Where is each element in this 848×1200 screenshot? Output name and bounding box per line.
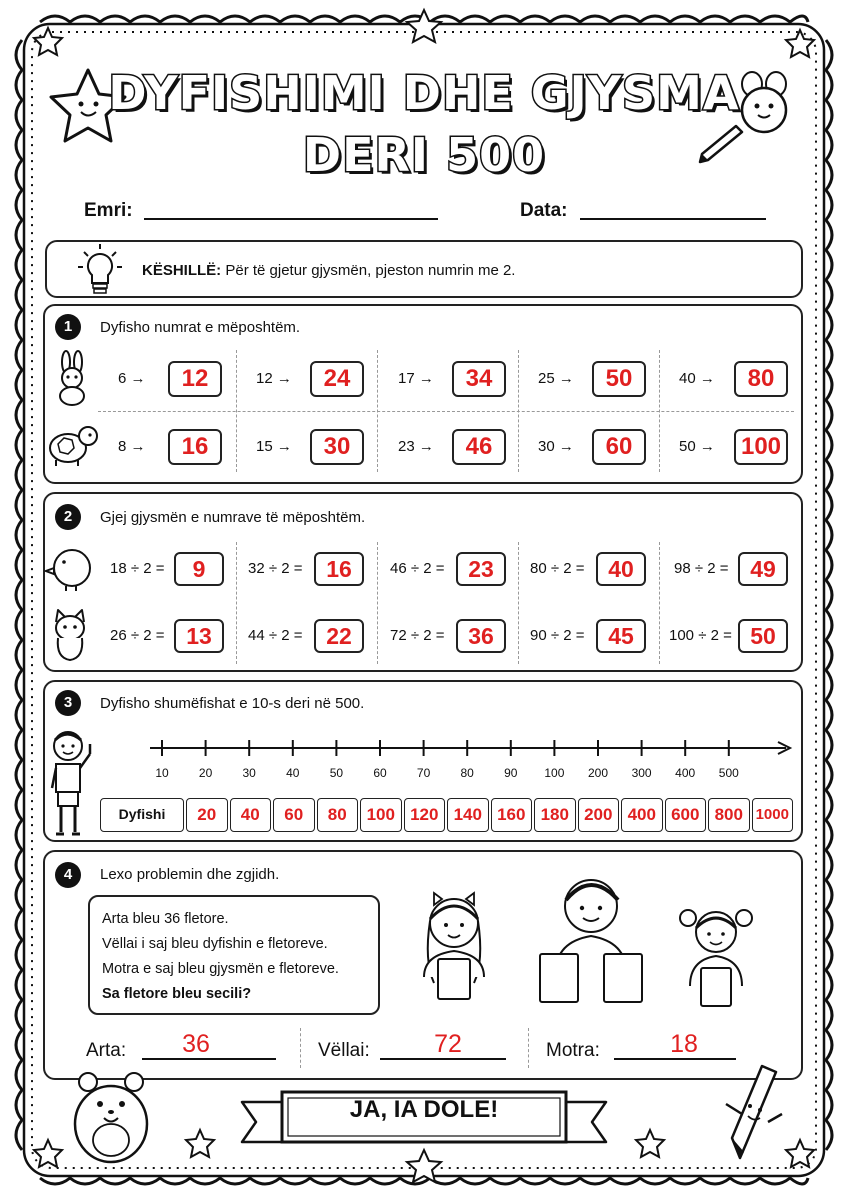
double-answer-cell[interactable]: 800: [708, 798, 750, 832]
answer-value-motra[interactable]: 18: [670, 1030, 698, 1058]
double-answer-cell[interactable]: 160: [491, 798, 533, 832]
banner-text: JA, IA DOLE!: [349, 1096, 499, 1123]
answer-label-motra: Motra:: [546, 1040, 600, 1061]
story-line: Vëllai i saj bleu dyfishin e fletoreve.: [102, 936, 328, 952]
answer-value-vellai[interactable]: 72: [434, 1030, 462, 1058]
name-field[interactable]: [144, 218, 438, 220]
column-divider: [518, 350, 519, 472]
double-answer-cell[interactable]: 200: [578, 798, 620, 832]
happy-pencil-icon: [706, 1058, 792, 1168]
double-question: 6 →: [118, 370, 146, 387]
double-question: 25 →: [538, 370, 574, 387]
boy-waving-icon: [46, 726, 100, 838]
row-divider: [98, 411, 794, 412]
double-answer[interactable]: 60: [592, 429, 646, 465]
double-question: 15 →: [256, 438, 292, 455]
half-question: 98 ÷ 2 =: [674, 560, 729, 577]
star-icon: [407, 10, 441, 42]
tick-label: 10: [155, 766, 169, 780]
half-answer[interactable]: 40: [596, 552, 646, 586]
double-answer[interactable]: 100: [734, 429, 788, 465]
lightbulb-icon: [72, 240, 128, 298]
half-question: 90 ÷ 2 =: [530, 627, 585, 644]
turtle-icon: [46, 418, 100, 470]
section-2-number: 2: [55, 504, 81, 530]
column-divider: [300, 1028, 301, 1068]
double-answer[interactable]: 34: [452, 361, 506, 397]
star-icon: [186, 1130, 214, 1157]
star-icon: [407, 1150, 441, 1182]
name-label: Emri:: [84, 200, 133, 221]
double-answer-cell[interactable]: 60: [273, 798, 315, 832]
half-question: 44 ÷ 2 =: [248, 627, 303, 644]
section-3-instruction: Dyfisho shumëfishat e 10-s deri në 500.: [100, 695, 365, 712]
tick-label: 100: [544, 766, 565, 780]
tick-label: 80: [460, 766, 474, 780]
double-answer[interactable]: 12: [168, 361, 222, 397]
double-answer-cell[interactable]: 40: [230, 798, 272, 832]
double-answer[interactable]: 30: [310, 429, 364, 465]
tick-label: 40: [286, 766, 300, 780]
section-4-instruction: Lexo problemin dhe zgjidh.: [100, 866, 280, 883]
section-3-number: 3: [55, 690, 81, 716]
half-answer[interactable]: 36: [456, 619, 506, 653]
half-answer[interactable]: 22: [314, 619, 364, 653]
boy-with-notebooks-icon: [536, 872, 646, 1008]
column-divider: [236, 350, 237, 472]
half-question: 80 ÷ 2 =: [530, 560, 585, 577]
column-divider: [659, 350, 660, 472]
half-answer[interactable]: 45: [596, 619, 646, 653]
tick-label: 20: [198, 766, 213, 780]
tick-label: 30: [242, 766, 256, 780]
tick-label: 60: [373, 766, 387, 780]
half-question: 100 ÷ 2 =: [669, 627, 732, 644]
half-answer[interactable]: 13: [174, 619, 224, 653]
double-answer[interactable]: 80: [734, 361, 788, 397]
star-icon: [34, 1140, 62, 1167]
column-divider: [236, 542, 237, 664]
story-line: Motra e saj bleu gjysmën e fletoreve.: [102, 961, 339, 977]
tick-label: 300: [631, 766, 652, 780]
tick-label: 70: [416, 766, 431, 780]
double-answer-cell[interactable]: 100: [360, 798, 402, 832]
girl-with-notebook-icon: [410, 885, 498, 1005]
star-icon: [636, 1130, 664, 1157]
column-divider: [528, 1028, 529, 1068]
double-question: 30 →: [538, 438, 574, 455]
double-answer-cell[interactable]: 600: [665, 798, 707, 832]
section-2-instruction: Gjej gjysmën e numrave të mëposhtëm.: [100, 509, 366, 526]
double-question: 40 →: [679, 370, 715, 387]
half-answer[interactable]: 49: [738, 552, 788, 586]
tick-label: 90: [504, 766, 518, 780]
double-answer-cell[interactable]: 400: [621, 798, 663, 832]
double-question: 8 →: [118, 438, 146, 455]
half-question: 18 ÷ 2 =: [110, 560, 165, 577]
double-answer[interactable]: 24: [310, 361, 364, 397]
chick-icon: [44, 542, 96, 592]
column-divider: [659, 542, 660, 664]
cat-icon: [46, 608, 94, 664]
double-question: 12 →: [256, 370, 292, 387]
section-1-number: 1: [55, 314, 81, 340]
column-divider: [518, 542, 519, 664]
answer-label-vellai: Vëllai:: [318, 1040, 370, 1061]
half-answer[interactable]: 50: [738, 619, 788, 653]
double-question: 17 →: [398, 370, 434, 387]
number-line: [150, 734, 800, 764]
tick-label: 400: [675, 766, 696, 780]
tick-label: 500: [718, 766, 739, 780]
double-answer-cell[interactable]: 20: [186, 798, 228, 832]
tip-text: [142, 262, 515, 279]
date-field[interactable]: [580, 218, 766, 220]
double-answer-cell[interactable]: 180: [534, 798, 576, 832]
tip-body: Për të gjetur gjysmën, pjeston numrin me 2.: [225, 262, 516, 279]
section-1-instruction: Dyfisho numrat e mëposhtëm.: [100, 319, 301, 336]
double-answer-cell[interactable]: 1000: [752, 798, 794, 832]
half-answer[interactable]: 23: [456, 552, 506, 586]
half-question: 32 ÷ 2 =: [248, 560, 303, 577]
answer-label-arta: Arta:: [86, 1040, 127, 1061]
double-answer-cell[interactable]: 80: [317, 798, 359, 832]
star-icon: [786, 30, 814, 57]
half-question: 46 ÷ 2 =: [390, 560, 445, 577]
double-answer[interactable]: 16: [168, 429, 222, 465]
half-answer[interactable]: 16: [314, 552, 364, 586]
column-divider: [377, 350, 378, 472]
double-row-label: Dyfishi: [100, 798, 184, 832]
half-question: 26 ÷ 2 =: [110, 627, 165, 644]
half-question: 72 ÷ 2 =: [390, 627, 445, 644]
double-answer[interactable]: 50: [592, 361, 646, 397]
page-title-line2: DERI 500: [302, 128, 546, 182]
double-answer-cell[interactable]: 140: [447, 798, 489, 832]
bunny-icon: [52, 350, 92, 406]
tick-label: 50: [329, 766, 344, 780]
word-problem-box: [88, 895, 380, 1015]
story-question: Sa fletore bleu secili?: [102, 986, 252, 1002]
double-answer[interactable]: 46: [452, 429, 506, 465]
half-answer[interactable]: 9: [174, 552, 224, 586]
date-label: Data:: [520, 200, 568, 221]
little-girl-icon: [676, 902, 756, 1012]
double-answer-cell[interactable]: 120: [404, 798, 446, 832]
answer-value-arta[interactable]: 36: [182, 1030, 210, 1058]
page-title-line1: DYFISHIMI DHE GJYSMA: [108, 66, 740, 120]
column-divider: [377, 542, 378, 664]
tick-label: 200: [587, 766, 609, 780]
section-4-number: 4: [55, 862, 81, 888]
tip-label: KËSHILLË:: [142, 262, 222, 279]
story-line: Arta bleu 36 fletore.: [102, 911, 229, 927]
double-question: 50 →: [679, 438, 715, 455]
double-question: 23 →: [398, 438, 434, 455]
star-icon: [34, 28, 62, 55]
